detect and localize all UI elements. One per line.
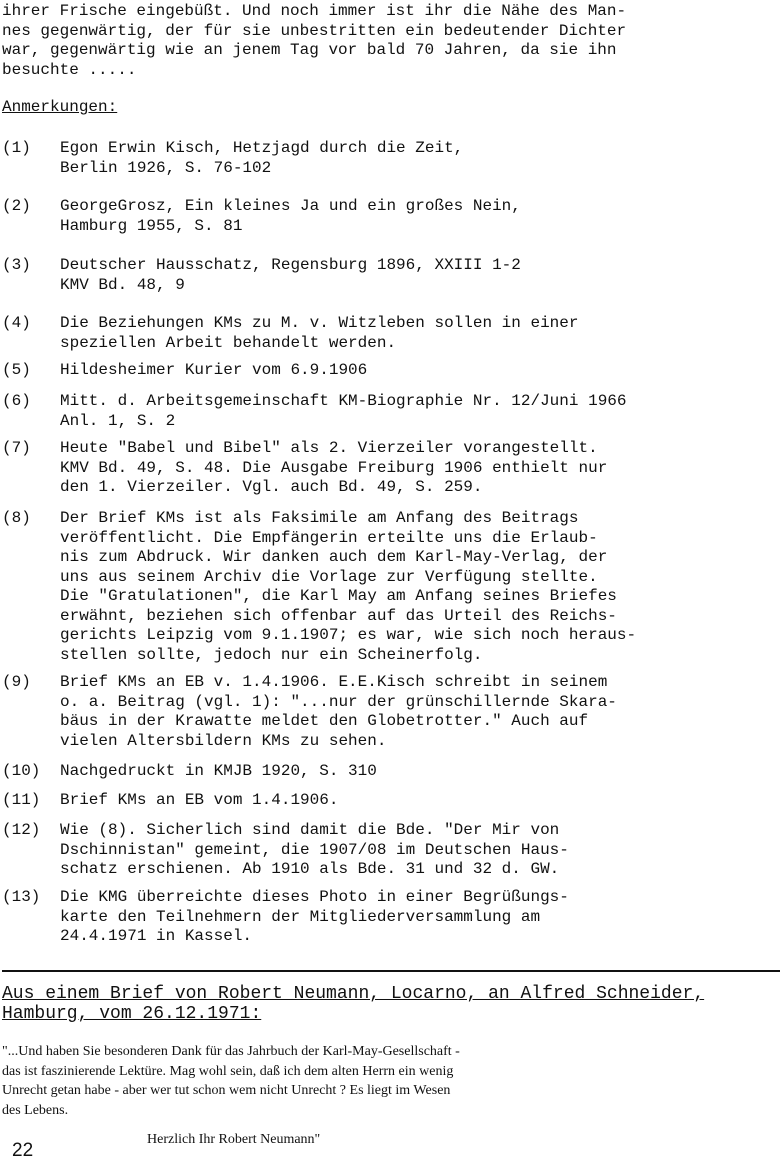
letter-line: Unrecht getan habe - aber wer tut schon wem nicht Unrecht ? Es liegt im Wesen <box>2 1083 451 1098</box>
note-line: KMV Bd. 49, S. 48. Die Ausgabe Freiburg 1906 enthielt nur <box>60 458 608 477</box>
note-line: speziellen Arbeit behandelt werden. <box>60 333 397 352</box>
letter-line: das ist faszinierende Lektüre. Mag wohl sein, daß ich dem alten Herrn ein wenig <box>2 1063 454 1079</box>
note-line: vielen Altersbildern KMs zu sehen. <box>60 731 387 750</box>
note-number: (3) <box>2 256 31 274</box>
note-text <box>60 361 778 381</box>
note-line: Deutscher Hausschatz, Regensburg 1896, XXIII 1-2 <box>60 256 521 274</box>
note-number: (9) <box>2 673 31 691</box>
intro-line: war, gegenwärtig wie an jenem Tag vor bald 70 Jahren, da sie ihn <box>2 41 617 59</box>
note-text <box>60 762 778 782</box>
note-line: veröffentlicht. Die Empfängerin erteilte uns die Erlaub- <box>60 528 598 547</box>
note-line: Brief KMs an EB vom 1.4.1906. <box>60 791 339 809</box>
note-text <box>60 314 778 353</box>
note-line: Die "Gratulationen", die Karl May am Anfang seines Briefes <box>60 587 617 605</box>
note-text <box>60 791 778 811</box>
letter-title-line: Aus einem Brief von Robert Neumann, Locarno, an Alfred Schneider, <box>2 984 705 1004</box>
note-line: Der Brief KMs ist als Faksimile am Anfang des Beitrags <box>60 509 579 527</box>
letter-signoff: Herzlich Ihr Robert Neumann" <box>147 1132 321 1147</box>
note-number: (7) <box>2 439 31 457</box>
note-line: karte den Teilnehmern der Mitgliederversammlung am <box>60 907 541 926</box>
note-line: gerichts Leipzig vom 9.1.1907; es war, wie sich noch heraus- <box>60 626 637 644</box>
note-number: (2) <box>2 197 31 215</box>
intro-line: besuchte ..... <box>2 60 137 79</box>
note-text <box>60 197 778 236</box>
note-line: schatz erschienen. Ab 1910 als Bde. 31 und 32 d. GW. <box>60 860 560 878</box>
note-text <box>60 821 778 880</box>
page-number: 22 <box>12 1140 34 1161</box>
note-line: Heute "Babel und Bibel" als 2. Vierzeiler vorangestellt. <box>60 439 598 457</box>
note-line: uns aus seinem Archiv die Vorlage zur Verfügung stellte. <box>60 567 598 586</box>
note-number: (5) <box>2 361 31 379</box>
note-line: Nachgedruckt in KMJB 1920, S. 310 <box>60 762 377 780</box>
note-text <box>60 256 778 295</box>
note-text <box>60 439 778 498</box>
note-text <box>60 392 778 431</box>
note-line: o. a. Beitrag (vgl. 1): "...nur der grünschillernde Skara- <box>60 692 617 711</box>
note-number: (4) <box>2 314 31 332</box>
note-line: erwähnt, beziehen sich offenbar auf das Urteil des Reichs- <box>60 606 617 625</box>
note-line: Berlin 1926, S. 76-102 <box>60 158 272 177</box>
note-number: (6) <box>2 392 31 410</box>
note-line: stellen sollte, jedoch nur ein Scheinerfolg. <box>60 645 483 664</box>
note-number: (1) <box>2 139 31 157</box>
intro-line: nes gegenwärtig, der für sie unbestritten ein bedeutender Dichter <box>2 21 627 40</box>
note-line: Wie (8). Sicherlich sind damit die Bde. "Der Mir von <box>60 821 560 839</box>
note-text <box>60 888 778 947</box>
letter-line: "...Und haben Sie besonderen Dank für das Jahrbuch der Karl-May-Gesellschaft - <box>2 1044 460 1059</box>
note-number: (13) <box>2 888 41 906</box>
intro-line: ihrer Frische eingebüßt. Und noch immer ist ihr die Nähe des Man- <box>2 2 627 20</box>
note-line: Die Beziehungen KMs zu M. v. Witzleben sollen in einer <box>60 314 579 332</box>
letter-title <box>2 984 782 1024</box>
letter-title-line: Hamburg, vom 26.12.1971: <box>2 1004 262 1024</box>
note-line: Mitt. d. Arbeitsgemeinschaft KM-Biographie Nr. 12/Juni 1966 <box>60 392 627 410</box>
note-text <box>60 139 778 178</box>
note-text <box>60 509 778 665</box>
note-line: GeorgeGrosz, Ein kleines Ja und ein großes Nein, <box>60 197 521 215</box>
intro-paragraph <box>2 2 778 80</box>
note-line: nis zum Abdruck. Wir danken auch dem Karl-May-Verlag, der <box>60 548 608 566</box>
note-line: Hildesheimer Kurier vom 6.9.1906 <box>60 361 368 379</box>
section-divider <box>2 970 780 972</box>
note-line: Dschinnistan" gemeint, die 1907/08 im Deutschen Haus- <box>60 840 569 859</box>
note-line: Egon Erwin Kisch, Hetzjagd durch die Zeit, <box>60 139 464 157</box>
note-line: bäus in der Krawatte meldet den Globetrotter." Auch auf <box>60 712 589 730</box>
note-line: Hamburg 1955, S. 81 <box>60 216 243 235</box>
note-line: Brief KMs an EB v. 1.4.1906. E.E.Kisch schreibt in seinem <box>60 673 608 691</box>
letter-quote <box>2 1042 782 1120</box>
note-number: (8) <box>2 509 31 527</box>
note-number: (11) <box>2 791 41 809</box>
note-text <box>60 673 778 751</box>
note-line: KMV Bd. 48, 9 <box>60 275 185 294</box>
note-number: (12) <box>2 821 41 839</box>
notes-heading: Anmerkungen: <box>2 98 118 116</box>
letter-line: des Lebens. <box>2 1102 69 1118</box>
note-number: (10) <box>2 762 41 780</box>
note-line: Anl. 1, S. 2 <box>60 411 176 430</box>
note-line: 24.4.1971 in Kassel. <box>60 927 253 945</box>
note-line: Die KMG überreichte dieses Photo in einer Begrüßungs- <box>60 888 569 906</box>
note-line: den 1. Vierzeiler. Vgl. auch Bd. 49, S. 259. <box>60 478 483 496</box>
